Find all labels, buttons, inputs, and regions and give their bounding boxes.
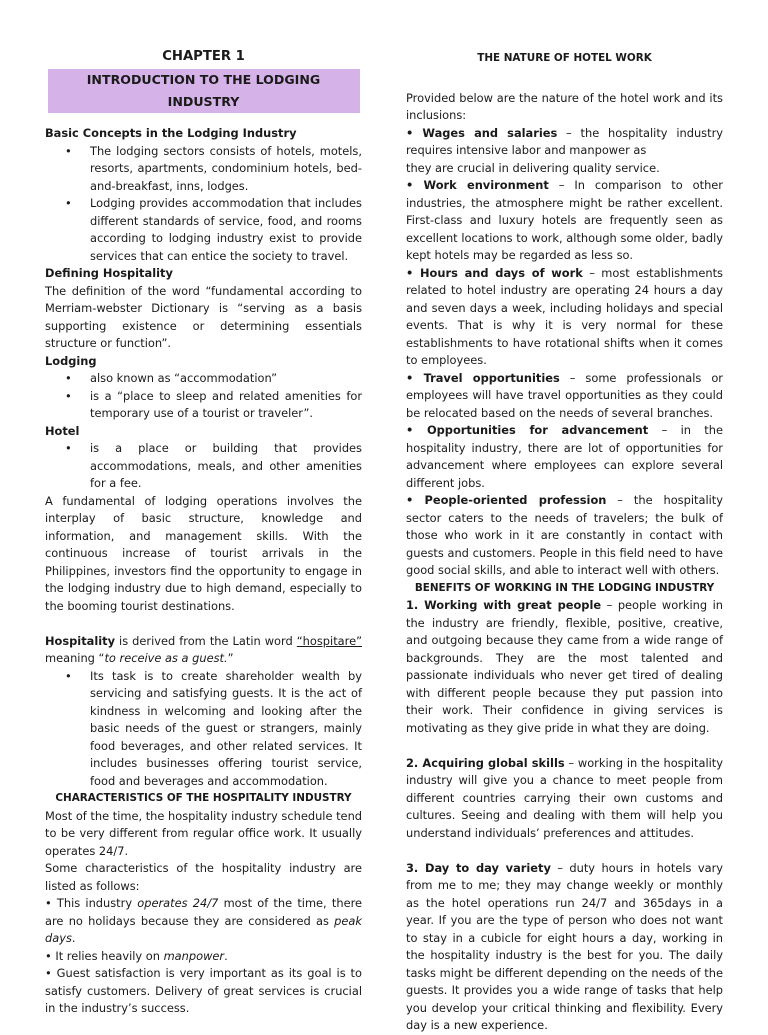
hotel-heading: Hotel (45, 423, 80, 438)
nature-of-hotel-work-heading: THE NATURE OF HOTEL WORK (477, 52, 652, 64)
latin-word: “hospitare” (296, 633, 362, 648)
nature-item: • Wages and salaries – the hospitality industry requires intensive labor and manpower as (406, 125, 723, 157)
hospitality-definition: Hospitality is derived from the Latin word “hospitare” meaning “to receive as a guest.” (45, 633, 362, 665)
hotel-list (45, 440, 362, 493)
nature-item: • Travel opportunities – some professionals or employees will have travel opportunities as they could be relocated based on the needs of several branches. (406, 370, 723, 420)
characteristics-heading: CHARACTERISTICS OF THE HOSPITALITY INDUSTRY (55, 792, 352, 804)
list-item: • Its task is to create shareholder wealth by servicing and satisfying guests. It is the act of kindness in welcoming and looking after the basic needs of the guest or strangers, mainly food beverages, and other related services. It includes businesses offering tourist service, food and beverages and accommodation. (45, 668, 362, 791)
benefit-item: 1. Working with great people – people working in the industry are friendly, flexible, positive, creative, and outgoing because they came from a wide range of backgrounds. They are the most talented and passionate individuals who never get tired of dealing with different people because they put passion into their work. Their confidence in giving services is motivating as they give pride in what they are doing. (406, 598, 723, 735)
lodging-list (45, 370, 362, 423)
basic-concepts-heading: Basic Concepts in the Lodging Industry (45, 126, 297, 140)
characteristics-list-intro: Some characteristics of the hospitality industry are listed as follows: (45, 861, 362, 893)
list-item: • also known as “accommodation” (45, 370, 362, 388)
nature-intro: Provided below are the nature of the hotel work and its inclusions: (406, 90, 723, 122)
nature-item: • People-oriented profession – the hospitality sector caters to the needs of travelers; the bulk of those who work in it are constantly in contact with guests and customers. People in this field need to have good social skills, and able to interact well with others. (406, 493, 723, 577)
nature-item: they are crucial in delivering quality service. (406, 160, 660, 175)
list-item: • is a “place to sleep and related amenities for temporary use of a tourist or traveler”. (45, 388, 362, 423)
chapter-title: INTRODUCTION TO THE LODGING INDUSTRY (48, 69, 360, 113)
left-column (45, 44, 362, 1018)
characteristics-text: Most of the time, the hospitality industry schedule tend to be very different from regular office work. It usually operates 24/7. (45, 808, 363, 858)
list-item: • is a place or building that provides accommodations, meals, and other amenities for a fee. (45, 440, 362, 493)
characteristic-item: • It relies heavily on manpower. (45, 948, 228, 963)
defining-hospitality-text: The definition of the word “fundamental according to Merriam-webster Dictionary is “serving as a basis supporting existence or determining essentials structure or function”. (45, 283, 362, 350)
nature-item: • Work environment – In comparison to other industries, the atmosphere might be rather excellent. First-class and luxury hotels are frequently seen as excellent locations to work, although some older, badly kept hotels may be regarded as less so. (406, 178, 723, 262)
fundamental-paragraph: A fundamental of lodging operations involves the interplay of basic structure, knowledge and information, and management skills. With the continuous increase of tourist arrivals in the Philippines, investors find the opportunity to engage in the lodging industry due to high demand, especially to the booming tourist destinations. (45, 493, 362, 613)
benefit-item: 3. Day to day variety – duty hours in hotels vary from me to me; they may change weekly or monthly as the hotel operations run 24/7 and 365days in a year. If you are the type of person who does not want to stay in a cubicle for eight hours a day, working in the hospitality industry is the best for you. The daily tasks might be different depending on the needs of the guests. It provides you a wide range of tasks that help you develop your critical thinking and flexibility. Every day is a new experience. (406, 860, 723, 1032)
right-column (406, 44, 723, 1035)
defining-hospitality-heading: Defining Hospitality (45, 266, 173, 280)
basic-concepts-list (45, 143, 362, 266)
list-item: • Lodging provides accommodation that includes different standards of service, food, and rooms according to lodging industry exist to provide services that can entice the society to travel. (45, 195, 362, 265)
chapter-label: CHAPTER 1 (162, 49, 245, 64)
hospitality-list (45, 668, 362, 791)
characteristic-item: • Guest satisfaction is very important as its goal is to satisfy customers. Delivery of great services is crucial in the industry’s success. (45, 966, 362, 1015)
characteristic-item: • This industry operates 24/7 most of the time, there are no holidays because they are considered as peak days. (45, 896, 363, 945)
list-item: • The lodging sectors consists of hotels, motels, resorts, apartments, condominium hotels, bed-and-breakfast, inns, lodges. (45, 143, 362, 196)
nature-item: • Opportunities for advancement – in the hospitality industry, there are lot of opportunities for advancement where employees can explore several different jobs. (406, 423, 724, 490)
lodging-heading: Lodging (45, 353, 97, 368)
nature-item: • Hours and days of work – most establishments related to hotel industry are operating 24 hours a day and seven days a week, including holidays and special events. That is why it is very normal for these establishments to have rotational shifts when it comes to employees. (406, 265, 723, 367)
benefits-heading: BENEFITS OF WORKING IN THE LODGING INDUSTRY (414, 581, 715, 594)
benefit-item: 2. Acquiring global skills – working in the hospitality industry will give you a chance to meet people from different countries carrying their own customs and cultures. Seeing and dealing with them will help you understand individuals’ preferences and attitudes. (406, 755, 723, 840)
hospitality-term: Hospitality (45, 633, 116, 648)
